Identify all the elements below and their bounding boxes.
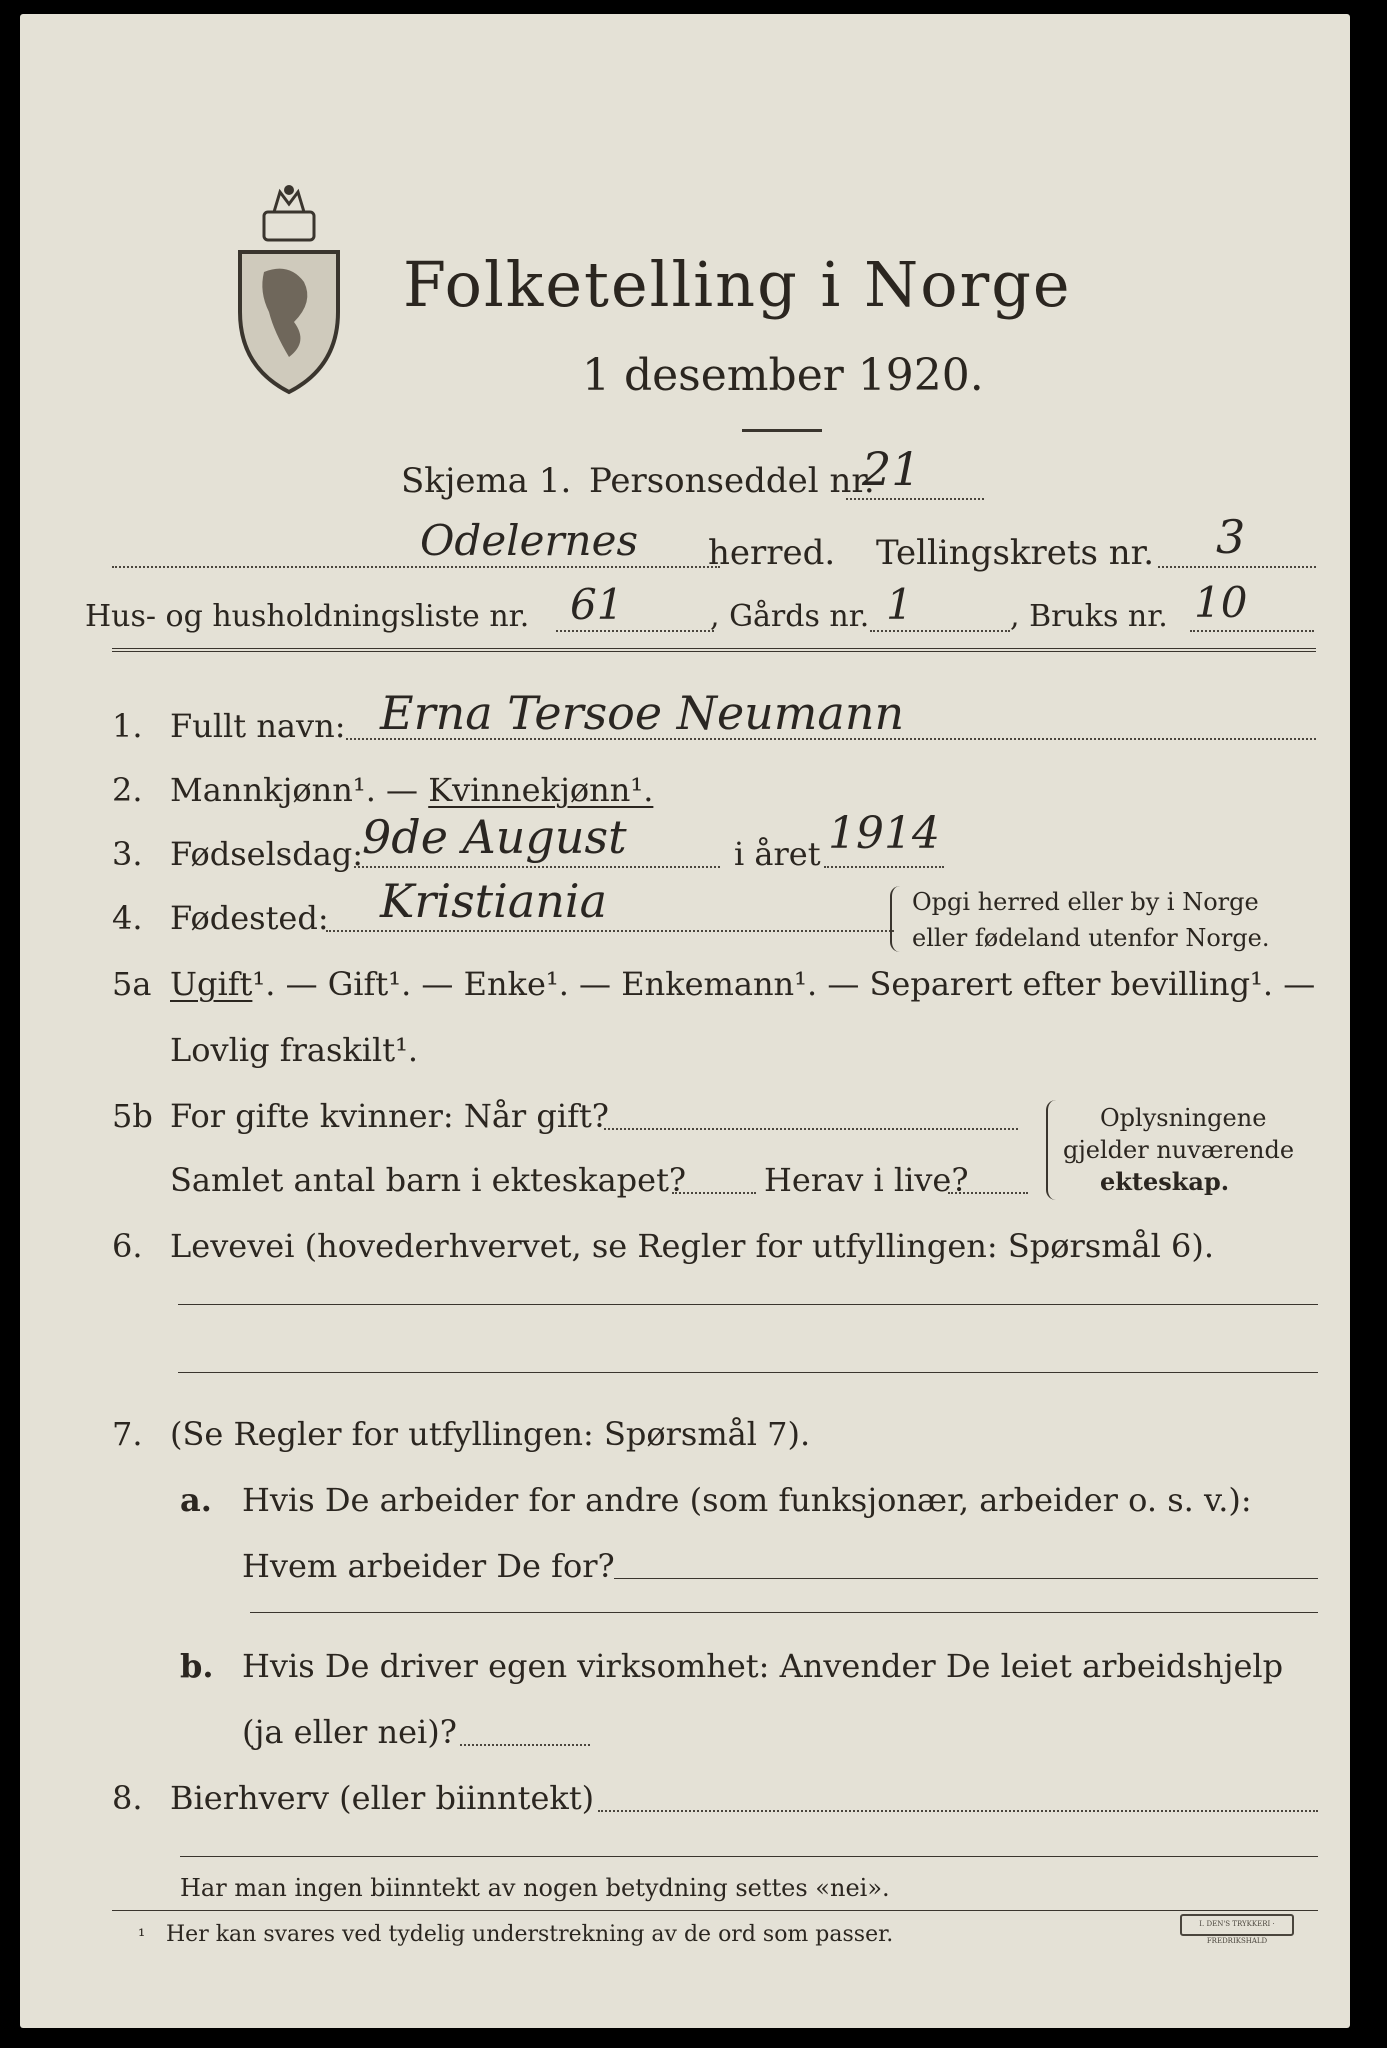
header-double-rule bbox=[112, 648, 1316, 652]
q4-number: 4. bbox=[112, 899, 143, 937]
q5a-lovlig-fraskilt[interactable]: Lovlig fraskilt¹. bbox=[170, 1031, 419, 1069]
q5b-note-line1: Oplysningene bbox=[1100, 1104, 1267, 1132]
form-title: Folketelling i Norge bbox=[403, 248, 1072, 321]
q5a-number: 5a bbox=[112, 965, 152, 1003]
q3-number: 3. bbox=[112, 835, 143, 873]
q3-year-value: 1914 bbox=[828, 808, 940, 859]
q8-field[interactable] bbox=[598, 1810, 1318, 1812]
herred-field[interactable] bbox=[112, 566, 720, 568]
personseddel-label: Personseddel nr. bbox=[589, 461, 875, 501]
q7-label: (Se Regler for utfyllingen: Spørsmål 7). bbox=[170, 1415, 811, 1453]
q5b-children-label: Samlet antal barn i ekteskapet? bbox=[170, 1161, 687, 1199]
husliste-field[interactable] bbox=[556, 630, 714, 632]
q5b-alive-label: Herav i live? bbox=[764, 1161, 969, 1199]
q4-field[interactable] bbox=[326, 930, 894, 932]
q2-options bbox=[170, 771, 654, 809]
bruks-value: 10 bbox=[1194, 578, 1248, 627]
q4-value: Kristiania bbox=[380, 874, 608, 928]
footnote-text: Her kan svares ved tydelig understrekning av de ord som passer. bbox=[166, 1922, 894, 1947]
q6-label: Levevei (hovederhvervet, se Regler for utfyllingen: Spørsmål 6). bbox=[170, 1227, 1215, 1265]
q5b-note-line2: gjelder nuværende bbox=[1063, 1136, 1295, 1164]
husliste-value: 61 bbox=[570, 580, 624, 629]
q5a-other-options: ¹. — Gift¹. — Enke¹. — Enkemann¹. — Separert efter bevilling¹. — bbox=[252, 965, 1316, 1003]
q3-date-field[interactable] bbox=[354, 866, 720, 868]
q2-female-option[interactable]: Kvinnekjønn¹. bbox=[428, 771, 654, 809]
footnote-rule bbox=[112, 1910, 1318, 1911]
q4-note-brace bbox=[890, 886, 902, 952]
q5b-note-brace bbox=[1046, 1100, 1058, 1200]
q8-label: Bierhverv (eller biinntekt) bbox=[170, 1779, 595, 1817]
q7a-label: Hvis De arbeider for andre (som funksjonær, arbeider o. s. v.): bbox=[242, 1481, 1252, 1519]
q6-number: 6. bbox=[112, 1227, 143, 1265]
census-form-sheet bbox=[20, 14, 1350, 2028]
q4-note-line2: eller fødeland utenfor Norge. bbox=[912, 924, 1270, 952]
tellingskrets-label: Tellingskrets nr. bbox=[876, 533, 1155, 573]
q6-answer-line-2[interactable] bbox=[178, 1372, 1318, 1373]
q5b-children-field[interactable] bbox=[672, 1192, 756, 1194]
q2-separator: — bbox=[375, 771, 429, 809]
q7a-letter: a. bbox=[180, 1481, 212, 1519]
footnote-number: ¹ bbox=[138, 1926, 146, 1947]
q2-number: 2. bbox=[112, 771, 143, 809]
q7a-answer-line-2[interactable] bbox=[250, 1612, 1318, 1613]
gards-label: , Gårds nr. bbox=[710, 599, 870, 634]
q5b-alive-field[interactable] bbox=[948, 1192, 1028, 1194]
q2-male-option[interactable]: Mannkjønn¹. bbox=[170, 771, 376, 809]
q1-number: 1. bbox=[112, 707, 143, 745]
herred-value: Odelernes bbox=[420, 516, 638, 565]
q5a-options bbox=[170, 965, 1316, 1003]
tellingskrets-field[interactable] bbox=[1158, 566, 1316, 568]
q3-label: Fødselsdag: bbox=[170, 835, 364, 873]
q5a-ugift-option[interactable]: Ugift bbox=[170, 965, 253, 1003]
q1-value: Erna Tersoe Neumann bbox=[380, 686, 905, 740]
q4-note-line1: Opgi herred eller by i Norge bbox=[912, 888, 1259, 916]
bruks-label: , Bruks nr. bbox=[1010, 599, 1168, 634]
q4-label: Fødested: bbox=[170, 899, 329, 937]
personseddel-field[interactable] bbox=[846, 498, 984, 500]
tellingskrets-value: 3 bbox=[1216, 510, 1246, 564]
q8-number: 8. bbox=[112, 1779, 143, 1817]
skjema-label: Skjema 1. bbox=[401, 461, 572, 501]
husliste-label: Hus- og husholdningsliste nr. bbox=[85, 599, 530, 634]
q7b-letter: b. bbox=[180, 1647, 214, 1685]
q5b-married-field[interactable] bbox=[604, 1128, 1018, 1130]
census-date: 1 desember 1920. bbox=[582, 350, 984, 401]
q8-note: Har man ingen biinntekt av nogen betydning settes «nei». bbox=[180, 1874, 890, 1902]
q5b-label: For gifte kvinner: Når gift? bbox=[170, 1097, 609, 1135]
gards-value: 1 bbox=[886, 580, 913, 629]
norway-coat-of-arms-emblem bbox=[234, 182, 344, 397]
q5b-number: 5b bbox=[112, 1097, 153, 1135]
q5b-note-line3: ekteskap. bbox=[1100, 1167, 1230, 1196]
q3-year-label: i året bbox=[734, 835, 821, 873]
title-separator bbox=[742, 429, 822, 432]
printer-stamp: I. DEN'S TRYKKERI · FREDRIKSHALD bbox=[1180, 1914, 1294, 1936]
q7b-yes-no-field[interactable] bbox=[460, 1744, 590, 1746]
q7b-yes-no-label: (ja eller nei)? bbox=[242, 1713, 457, 1751]
gards-field[interactable] bbox=[870, 630, 1010, 632]
herred-label: herred. bbox=[708, 533, 836, 573]
q7b-label: Hvis De driver egen virksomhet: Anvender De leiet arbeidshjelp bbox=[242, 1647, 1284, 1685]
q6-answer-line-1[interactable] bbox=[178, 1304, 1318, 1305]
q7a-employer-label: Hvem arbeider De for? bbox=[242, 1547, 615, 1585]
bruks-field[interactable] bbox=[1190, 630, 1314, 632]
personseddel-value: 21 bbox=[862, 442, 921, 496]
q3-year-field[interactable] bbox=[824, 866, 944, 868]
q1-label: Fullt navn: bbox=[170, 707, 346, 745]
q7-number: 7. bbox=[112, 1415, 143, 1453]
q3-date-value: 9de August bbox=[362, 810, 627, 864]
q7a-employer-field[interactable] bbox=[614, 1578, 1318, 1579]
q8-answer-line-2[interactable] bbox=[180, 1856, 1318, 1857]
